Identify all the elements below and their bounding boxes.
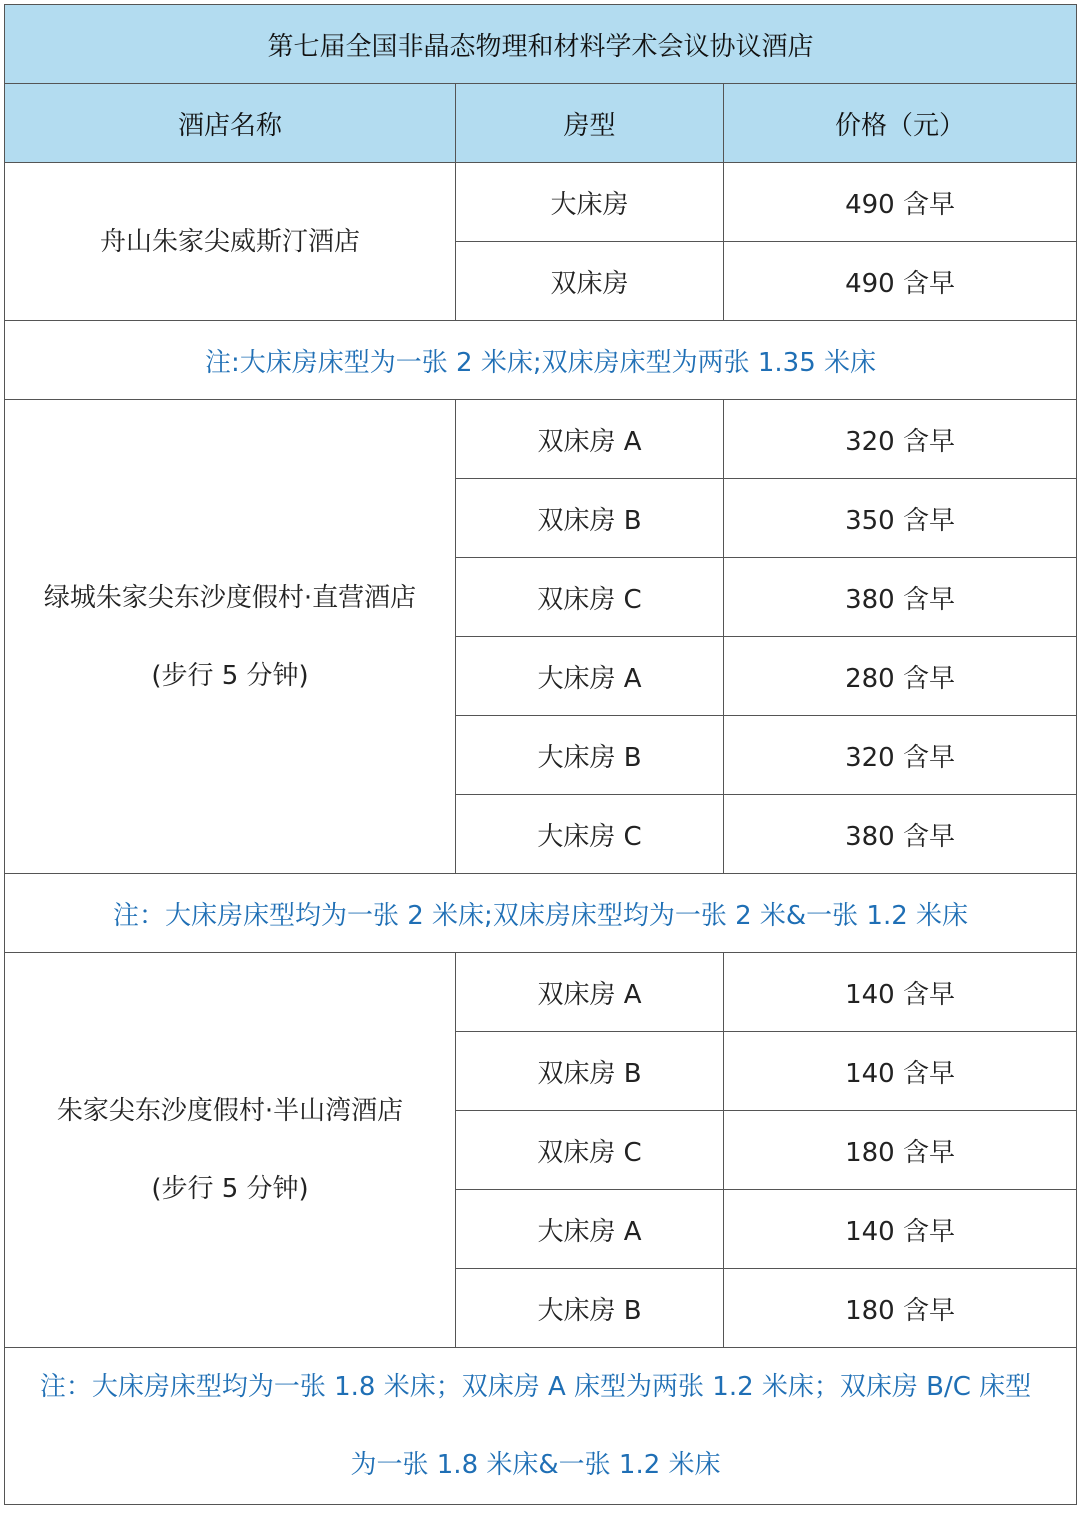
- room-type: 大床房 B: [456, 1269, 724, 1348]
- room-price: 180 含早: [724, 1269, 1077, 1348]
- table-title: 第七届全国非晶态物理和材料学术会议协议酒店: [5, 5, 1077, 84]
- note-row: [5, 321, 1077, 400]
- hotel-walk-time: (步行 5 分钟): [151, 660, 309, 691]
- hotel-note: 注:大床房床型为一张 2 米床;双床房床型为两张 1.35 米床: [5, 321, 1077, 400]
- room-type: 大床房 C: [456, 795, 724, 874]
- column-header-room-type: 房型: [456, 84, 724, 163]
- room-type: 大床房 B: [456, 716, 724, 795]
- hotel-name-cell: [5, 163, 456, 321]
- room-price: 140 含早: [724, 953, 1077, 1032]
- hotel-note: [5, 1348, 1077, 1505]
- hotel-note-line: 注：大床房床型均为一张 1.8 米床；双床房 A 床型为两张 1.2 米床；双床房 B/C 床型: [39, 1372, 1032, 1402]
- table-row: [5, 163, 1077, 242]
- title-row: [5, 5, 1077, 84]
- room-type: 双床房: [456, 242, 724, 321]
- hotel-name-cell: [5, 400, 456, 874]
- hotel-note-line: 为一张 1.8 米床&一张 1.2 米床: [350, 1450, 721, 1480]
- note-row: [5, 1348, 1077, 1505]
- room-price: 350 含早: [724, 479, 1077, 558]
- hotel-name: 绿城朱家尖东沙度假村·直营酒店: [43, 582, 417, 613]
- room-price: 380 含早: [724, 795, 1077, 874]
- room-type: 大床房: [456, 163, 724, 242]
- hotel-price-table: [4, 4, 1077, 1505]
- table-row: [5, 953, 1077, 1032]
- room-price: 380 含早: [724, 558, 1077, 637]
- room-type: 双床房 A: [456, 953, 724, 1032]
- room-price: 140 含早: [724, 1032, 1077, 1111]
- hotel-walk-time: (步行 5 分钟): [151, 1174, 309, 1204]
- room-type: 双床房 B: [456, 1032, 724, 1111]
- note-row: [5, 874, 1077, 953]
- room-price: 320 含早: [724, 716, 1077, 795]
- hotel-name: 舟山朱家尖威斯汀酒店: [99, 226, 360, 257]
- room-type: 双床房 A: [456, 400, 724, 479]
- room-price: 490 含早: [724, 163, 1077, 242]
- room-price: 180 含早: [724, 1111, 1077, 1190]
- room-price: 320 含早: [724, 400, 1077, 479]
- room-type: 双床房 B: [456, 479, 724, 558]
- table-row: [5, 400, 1077, 479]
- room-price: 140 含早: [724, 1190, 1077, 1269]
- room-type: 大床房 A: [456, 1190, 724, 1269]
- hotel-name-cell: [5, 953, 456, 1348]
- room-price: 280 含早: [724, 637, 1077, 716]
- room-type: 双床房 C: [456, 558, 724, 637]
- room-price: 490 含早: [724, 242, 1077, 321]
- room-type: 双床房 C: [456, 1111, 724, 1190]
- header-row: [5, 84, 1077, 163]
- hotel-name: 朱家尖东沙度假村·半山湾酒店: [56, 1096, 404, 1126]
- column-header-hotel-name: 酒店名称: [5, 84, 456, 163]
- hotel-note: 注：大床房床型均为一张 2 米床;双床房床型均为一张 2 米&一张 1.2 米床: [5, 874, 1077, 953]
- column-header-price: 价格（元）: [724, 84, 1077, 163]
- room-type: 大床房 A: [456, 637, 724, 716]
